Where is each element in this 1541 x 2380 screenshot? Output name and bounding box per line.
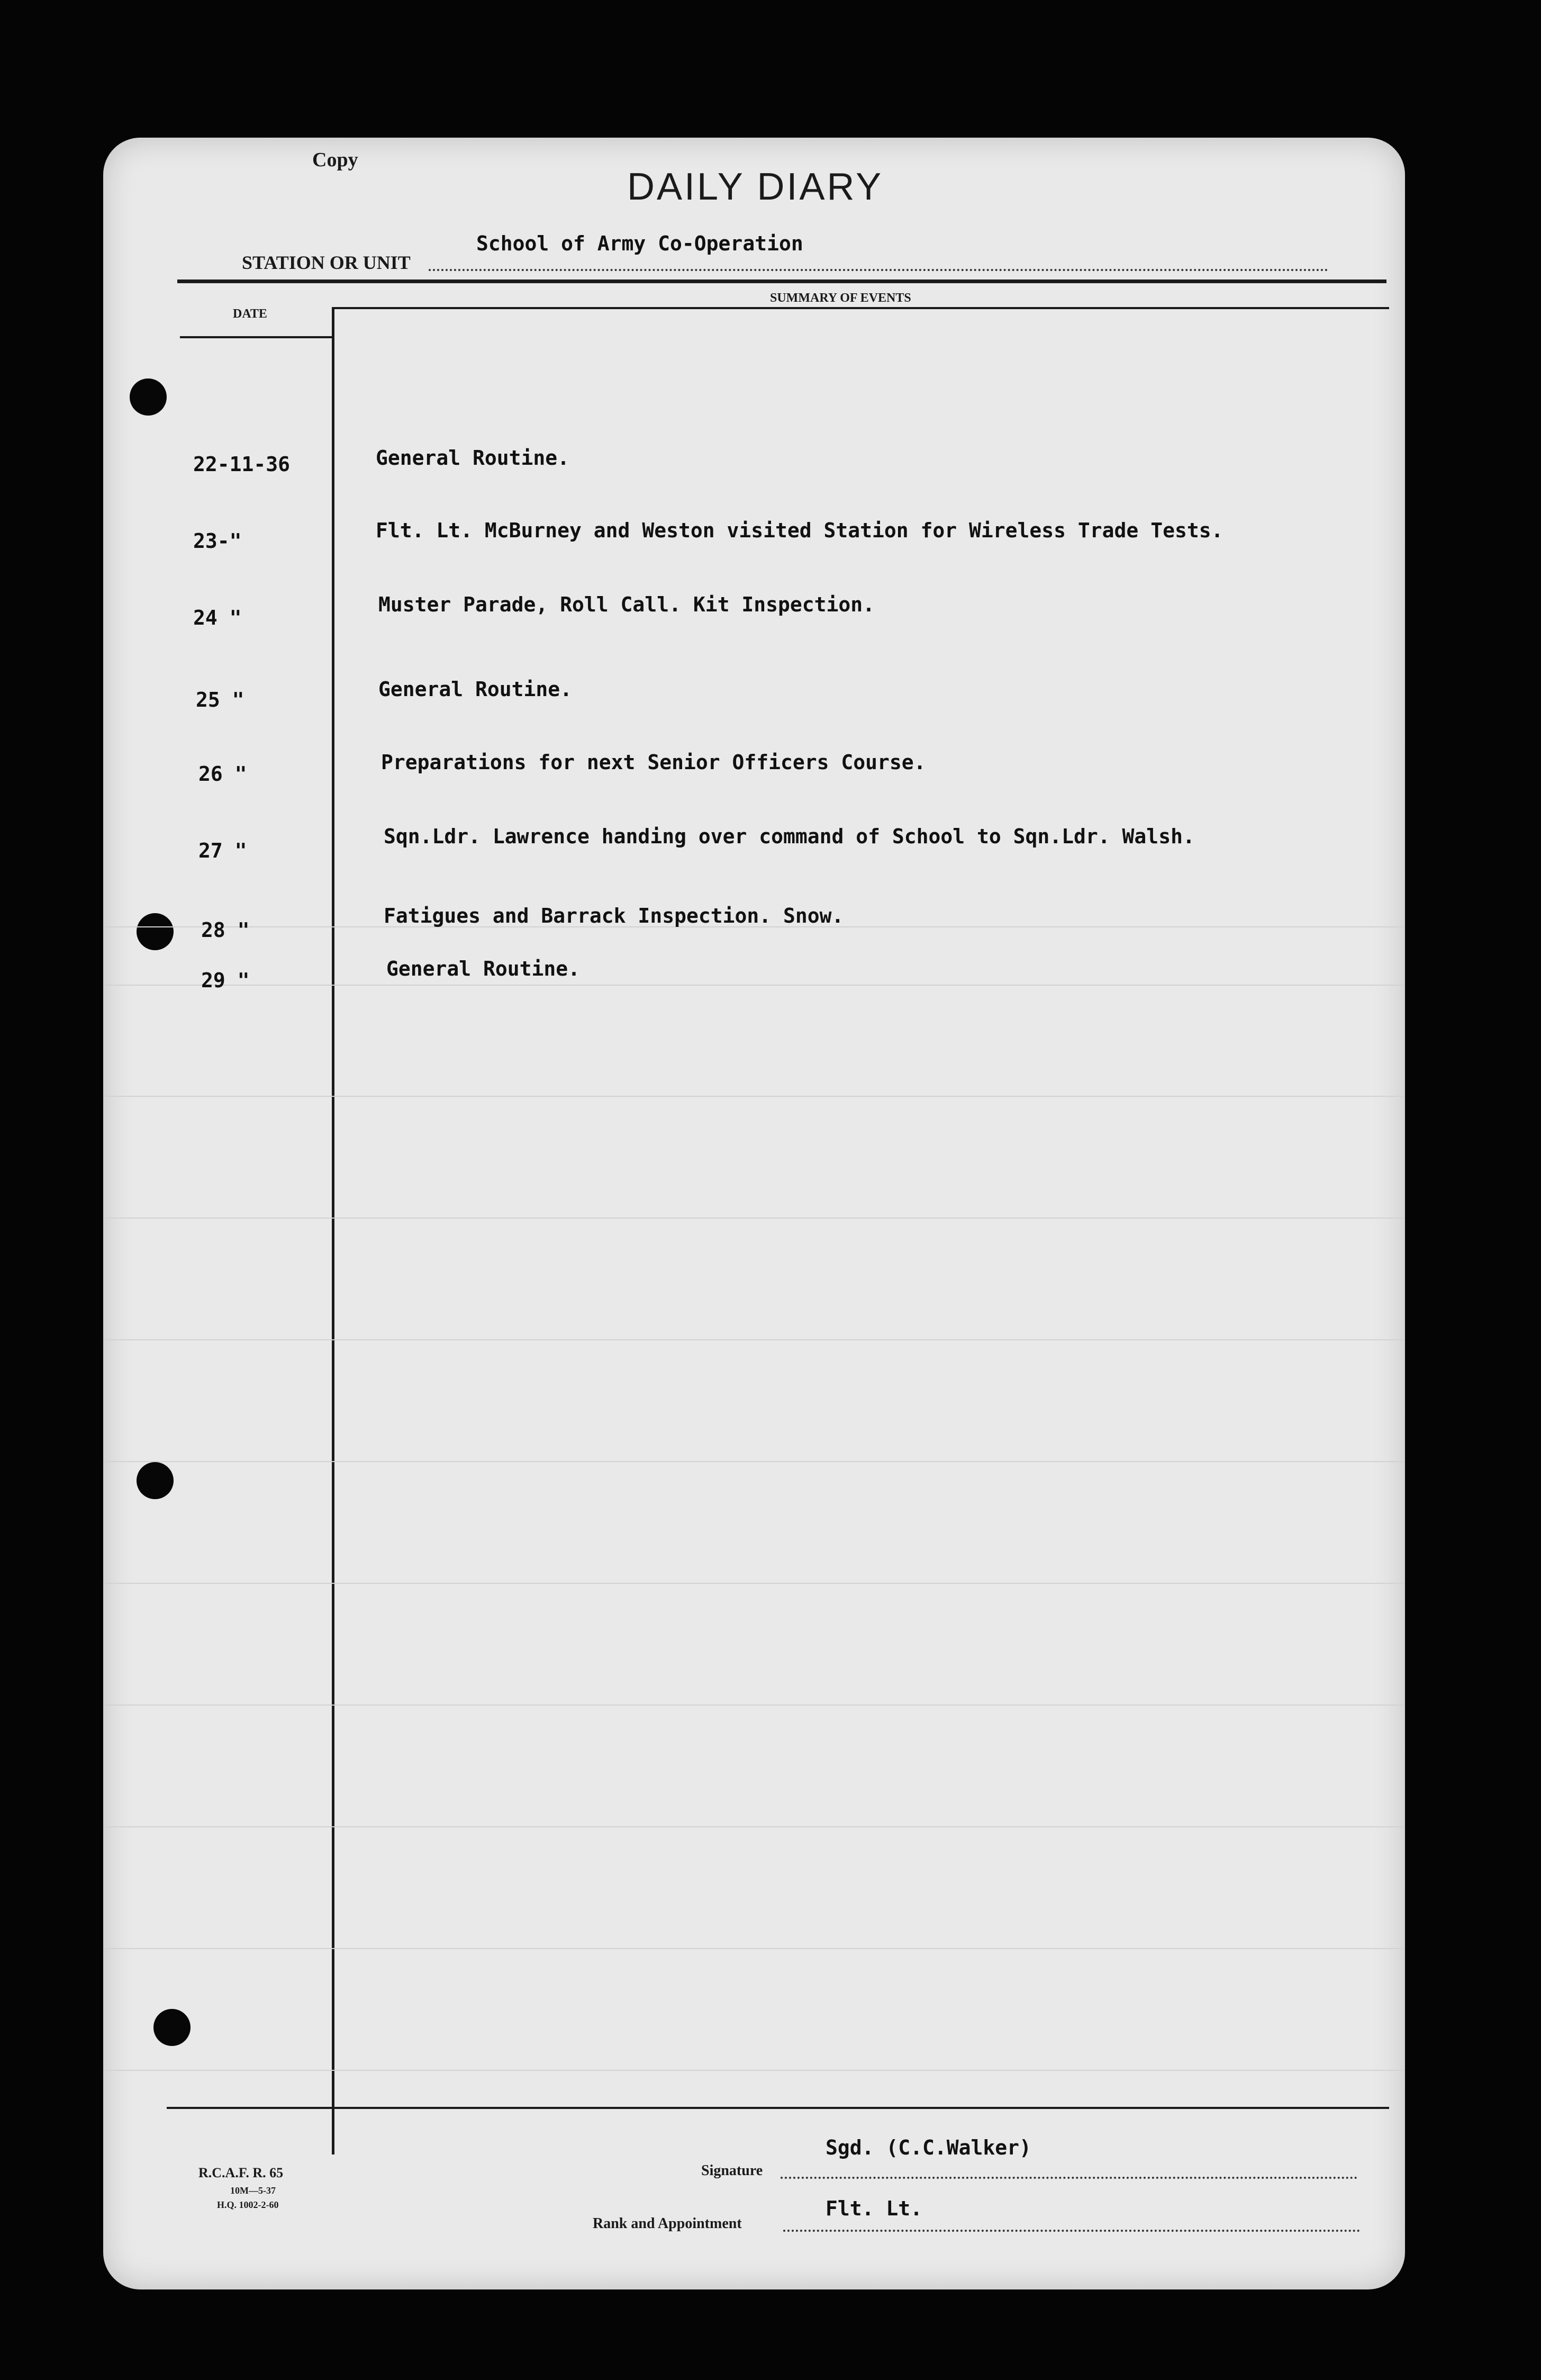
entry-text: Muster Parade, Roll Call. Kit Inspection. (378, 593, 875, 616)
station-value: School of Army Co-Operation (476, 232, 803, 255)
copy-label: Copy (312, 149, 358, 171)
entry-date: 25 " (196, 688, 244, 711)
entry-text: General Routine. (376, 446, 570, 470)
rank-line (783, 2230, 1360, 2232)
signature-value: Sgd. (C.C.Walker) (826, 2136, 1031, 2159)
entry-text: Fatigues and Barrack Inspection. Snow. (384, 904, 844, 927)
entry-date: 29 " (201, 969, 250, 992)
station-leader-dots (429, 269, 1328, 271)
entry-date: 27 " (198, 839, 247, 862)
rank-value: Flt. Lt. (826, 2197, 923, 2220)
form-title: DAILY DIARY (627, 166, 884, 208)
print-code-1: 10M—5-37 (230, 2185, 276, 2196)
entry-date: 28 " (201, 918, 250, 942)
binder-hole-2 (137, 913, 174, 950)
signature-line (781, 2177, 1357, 2179)
date-column-header: DATE (233, 307, 267, 321)
binder-hole-4 (153, 2009, 191, 2046)
form-number: R.C.A.F. R. 65 (198, 2165, 284, 2180)
entry-date: 23-" (193, 529, 242, 553)
entry-text: Sqn.Ldr. Lawrence handing over command of School to Sqn.Ldr. Walsh. (384, 825, 1195, 848)
entry-date: 26 " (198, 762, 247, 786)
entry-date: 22-11-36 (193, 453, 291, 476)
entry-text: General Routine. (378, 678, 573, 701)
entry-text: Flt. Lt. McBurney and Weston visited Station for Wireless Trade Tests. (376, 519, 1223, 542)
entry-date: 24 " (193, 606, 242, 629)
binder-hole-3 (137, 1462, 174, 1499)
diary-sheet (103, 138, 1405, 2289)
column-divider (332, 307, 334, 2154)
entry-text: Preparations for next Senior Officers Course. (381, 751, 926, 774)
binder-hole-1 (130, 378, 167, 416)
signature-label: Signature (701, 2162, 763, 2179)
entry-text: General Routine. (386, 957, 581, 980)
print-code-2: H.Q. 1002-2-60 (217, 2199, 279, 2210)
footer-rule (167, 2107, 1389, 2109)
summary-column-header: SUMMARY OF EVENTS (770, 291, 911, 305)
header-rule-right (333, 307, 1389, 309)
rank-label: Rank and Appointment (593, 2215, 742, 2232)
station-label: STATION OR UNIT (242, 252, 411, 273)
header-rule-top (177, 280, 1386, 283)
header-rule-left (180, 336, 333, 338)
